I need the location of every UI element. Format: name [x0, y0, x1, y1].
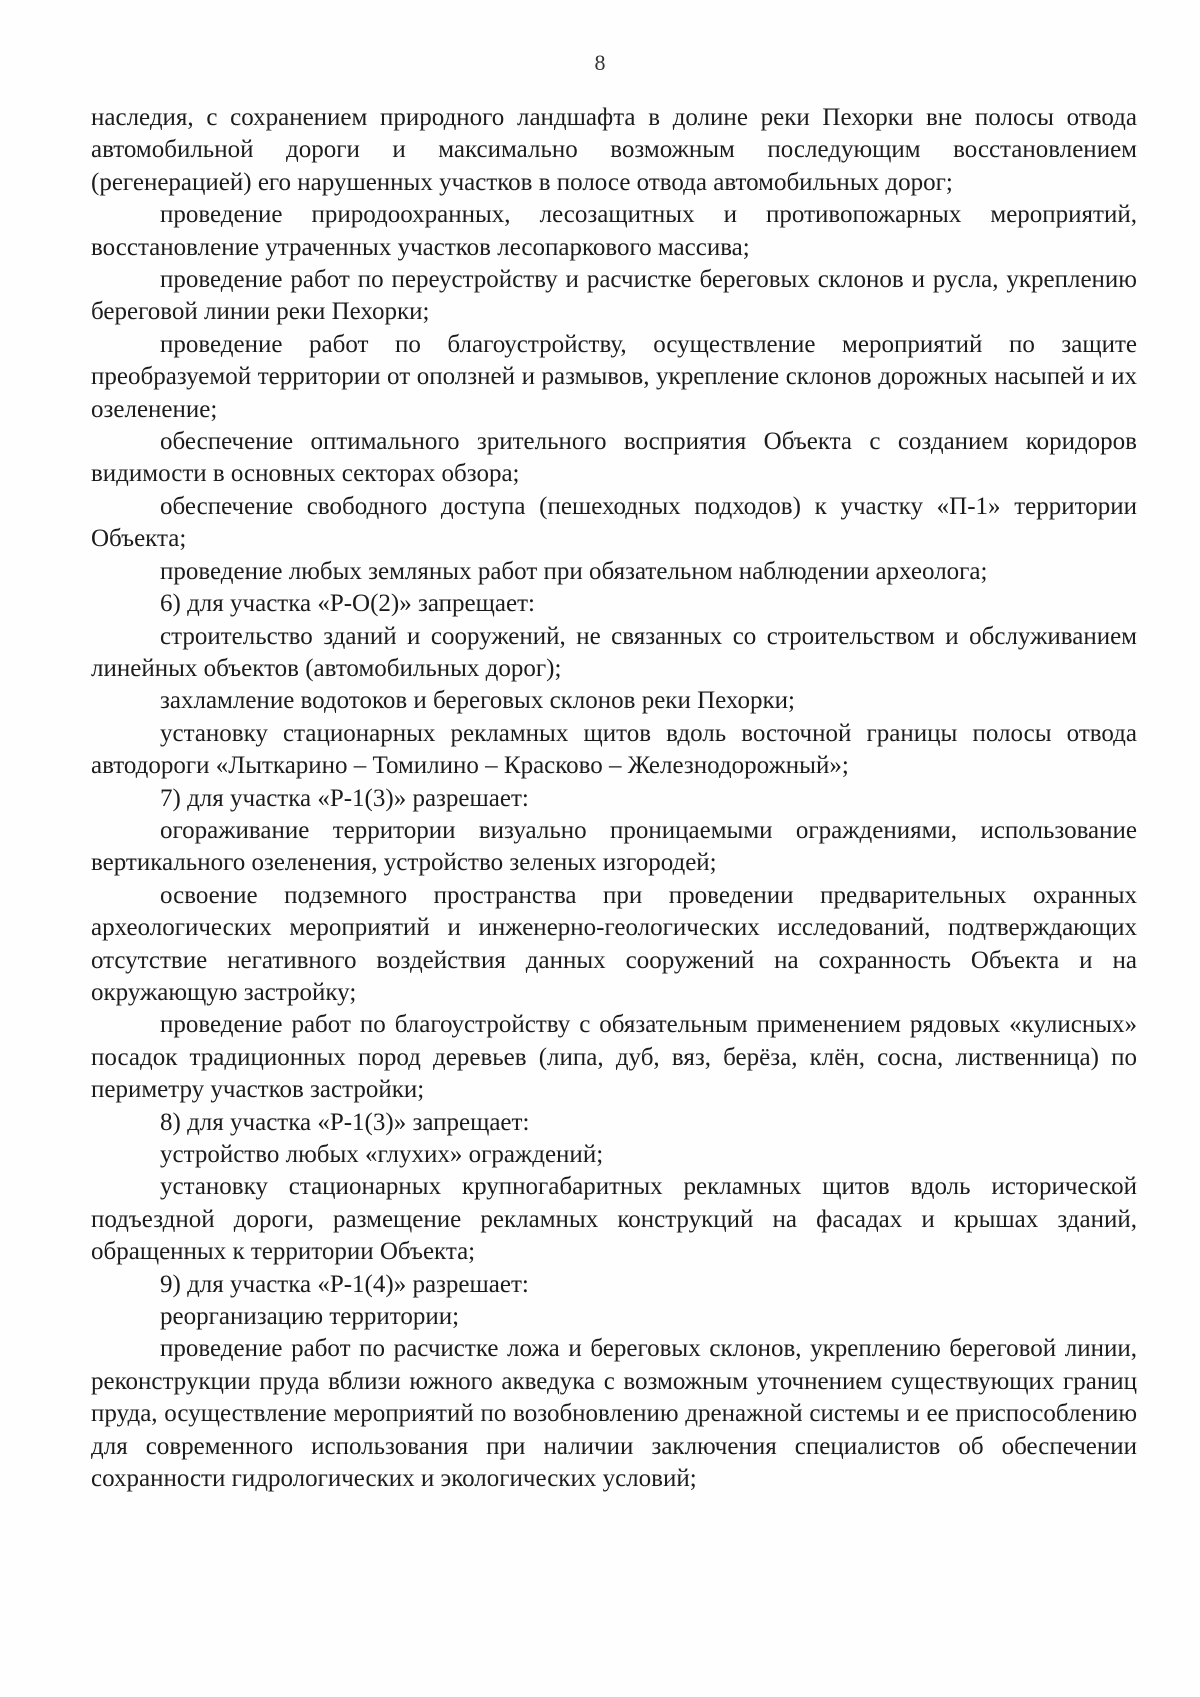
list-item-heading: 7) для участка «Р-1(3)» разрешает: [160, 784, 529, 812]
paragraph: огораживание территории визуально проницаемыми ограждениями, использование вертикального озеленения, устройство зеленых изгородей; [91, 816, 1137, 877]
paragraph: устройство любых «глухих» ограждений; [160, 1141, 604, 1168]
paragraph: проведение работ по расчистке ложа и береговых склонов, укреплению береговой линии, реконструкции пруда вблизи южного акведука с возможным уточнением существующих границ пруда, осуществление мероприятий по возобновлению дренажной системы и ее приспособлению для современного использования при наличии заключения специалистов об обеспечении сохранности гидрологических и экологических условий; [91, 1335, 1137, 1493]
paragraph: освоение подземного пространства при проведении предварительных охранных археологических мероприятий и инженерно-геологических исследований, подтверждающих отсутствие негативного воздействия данных сооружений на сохранность Объекта и на окружающую застройку; [91, 881, 1137, 1006]
list-item-heading: 9) для участка «Р-1(4)» разрешает: [160, 1270, 529, 1298]
paragraph: установку стационарных рекламных щитов вдоль восточной границы полосы отвода автодороги «Лыткарино – Томилино – Красково – Железнодорожный»; [91, 719, 1137, 780]
paragraph: реорганизацию территории; [160, 1303, 460, 1331]
list-item-heading: 8) для участка «Р-1(3)» запрещает: [160, 1108, 530, 1136]
paragraph: обеспечение свободного доступа (пешеходных подходов) к участку «П-1» территории Объекта; [91, 492, 1137, 553]
paragraph: проведение работ по благоустройству, осуществление мероприятий по защите преобразуемой территории от оползней и размывов, укрепление склонов дорожных насыпей и их озеленение; [91, 330, 1137, 423]
paragraph: проведение природоохранных, лесозащитных и противопожарных мероприятий, восстановление утраченных участков лесопаркового массива; [91, 201, 1137, 261]
paragraph: наследия, с сохранением природного ландшафта в долине реки Пехорки вне полосы отвода автомобильной дороги и максимально возможным последующим восстановлением (регенерацией) его нарушенных участков в полосе отвода автомобильных дорог; [91, 104, 1137, 196]
document-body [91, 102, 1137, 1495]
paragraph: проведение работ по благоустройству с обязательным применением рядовых «кулисных» посадок традиционных пород деревьев (липа, дуб, вяз, берёза, клён, сосна, лиственница) по периметру участков застройки; [91, 1011, 1137, 1104]
paragraph: установку стационарных крупногабаритных рекламных щитов вдоль исторической подъездной дороги, размещение рекламных конструкций на фасадах и крышах зданий, обращенных к территории Объекта; [91, 1173, 1137, 1266]
paragraph: проведение работ по переустройству и расчистке береговых склонов и русла, укреплению береговой линии реки Пехорки; [91, 266, 1137, 326]
paragraph: строительство зданий и сооружений, не связанных со строительством и обслуживанием линейных объектов (автомобильных дорог); [91, 622, 1137, 682]
page-number: 8 [594, 50, 606, 75]
list-item-heading: 6) для участка «Р-О(2)» запрещает: [160, 590, 535, 618]
paragraph: проведение любых земляных работ при обязательном наблюдении археолога; [160, 557, 988, 585]
paragraph: обеспечение оптимального зрительного восприятия Объекта с созданием коридоров видимости в основных секторах обзора; [91, 428, 1137, 488]
paragraph: захламление водотоков и береговых склонов реки Пехорки; [160, 687, 795, 715]
